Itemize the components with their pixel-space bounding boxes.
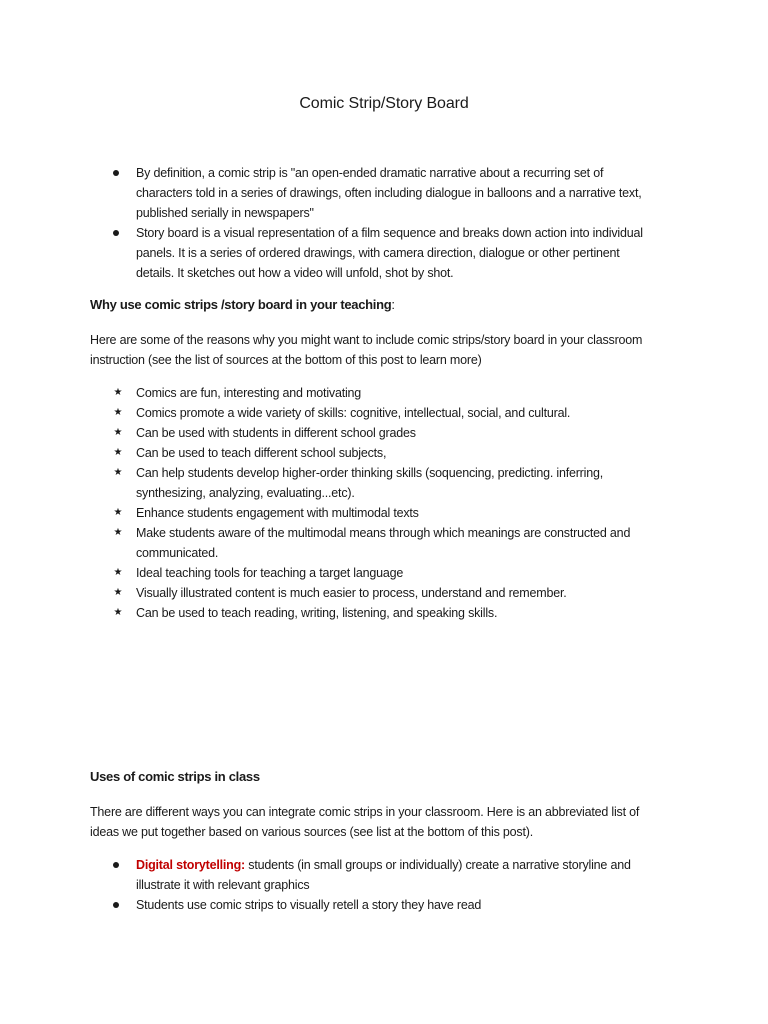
reason-text-line: Ideal teaching tools for teaching a target language xyxy=(136,566,404,580)
intro-bullet-item xyxy=(0,163,768,223)
star-icon xyxy=(112,443,124,463)
reason-item xyxy=(0,463,768,503)
intro-bullet-item xyxy=(0,223,768,283)
uses-section-heading: Uses of comic strips in class xyxy=(90,769,260,784)
reason-item xyxy=(0,563,768,583)
heading-text: Why use comic strips /story board in your teaching xyxy=(90,297,392,312)
highlight-label: Digital storytelling: xyxy=(136,858,246,872)
reason-text-line: Can be used with students in different school grades xyxy=(136,426,416,440)
bullet-text-line: published serially in newspapers" xyxy=(136,206,314,220)
paragraph-line: ideas we put together based on various sources (see list at the bottom of this post). xyxy=(90,825,533,839)
reason-item xyxy=(0,383,768,403)
heading-suffix: : xyxy=(391,297,395,312)
reason-text-line: communicated. xyxy=(136,546,219,560)
use-item xyxy=(0,855,768,895)
reason-text-line: Can be used to teach different school subjects, xyxy=(136,446,387,460)
why-section-heading xyxy=(0,295,768,315)
bullet-dot-icon xyxy=(113,170,119,176)
star-icon xyxy=(112,523,124,543)
bullet-text-line: characters told in a series of drawings, often including dialogue in balloons and a narrative text, xyxy=(136,186,642,200)
paragraph-line: instruction (see the list of sources at the bottom of this post to learn more) xyxy=(90,353,482,367)
reason-text-line: Can be used to teach reading, writing, listening, and speaking skills. xyxy=(136,606,498,620)
uses-bullet-list xyxy=(0,855,768,915)
reason-text-line: Comics are fun, interesting and motivating xyxy=(136,386,362,400)
reason-item xyxy=(0,503,768,523)
star-icon xyxy=(112,563,124,583)
reason-text-line: Visually illustrated content is much easier to process, understand and remember. xyxy=(136,586,567,600)
reason-text-line: synthesizing, analyzing, evaluating...etc). xyxy=(136,486,355,500)
intro-bullet-list xyxy=(0,163,768,283)
document-title: Comic Strip/Story Board xyxy=(299,95,469,112)
paragraph-line: Here are some of the reasons why you might want to include comic strips/story board in your classroom xyxy=(90,333,643,347)
star-icon xyxy=(112,583,124,603)
star-icon xyxy=(112,503,124,523)
bullet-text-line: Story board is a visual representation of a film sequence and breaks down action into individual xyxy=(136,226,643,240)
reason-item xyxy=(0,583,768,603)
reason-text-line: Make students aware of the multimodal means through which meanings are constructed and xyxy=(136,526,631,540)
reason-text-line: Can help students develop higher-order thinking skills (soquencing, predicting. inferring, xyxy=(136,466,603,480)
use-text: students (in small groups or individually) create a narrative storyline and xyxy=(245,858,631,872)
reason-item xyxy=(0,403,768,423)
bullet-text-line: By definition, a comic strip is "an open-ended dramatic narrative about a recurring set of xyxy=(136,166,604,180)
use-text-line: Students use comic strips to visually retell a story they have read xyxy=(136,898,482,912)
use-text-line: illustrate it with relevant graphics xyxy=(136,878,310,892)
bullet-text-line: details. It sketches out how a video will unfold, shot by shot. xyxy=(136,266,454,280)
star-icon xyxy=(112,403,124,423)
star-icon xyxy=(112,463,124,483)
reason-text-line: Comics promote a wide variety of skills: cognitive, intellectual, social, and cultural. xyxy=(136,406,571,420)
bullet-dot-icon xyxy=(113,902,119,908)
reasons-star-list xyxy=(0,383,768,623)
star-icon xyxy=(112,423,124,443)
use-text-line xyxy=(136,855,768,875)
star-icon xyxy=(112,383,124,403)
reason-item xyxy=(0,443,768,463)
star-icon xyxy=(112,603,124,623)
why-section-paragraph xyxy=(0,330,768,370)
bullet-dot-icon xyxy=(113,230,119,236)
bullet-dot-icon xyxy=(113,862,119,868)
reason-item xyxy=(0,603,768,623)
bullet-text-line: panels. It is a series of ordered drawings, with camera direction, dialogue or other pertinent xyxy=(136,246,620,260)
uses-section-paragraph xyxy=(0,802,768,842)
use-item xyxy=(0,895,768,915)
paragraph-line: There are different ways you can integrate comic strips in your classroom. Here is an abbreviated list of xyxy=(90,805,640,819)
reason-text-line: Enhance students engagement with multimodal texts xyxy=(136,506,419,520)
reason-item xyxy=(0,523,768,563)
reason-item xyxy=(0,423,768,443)
